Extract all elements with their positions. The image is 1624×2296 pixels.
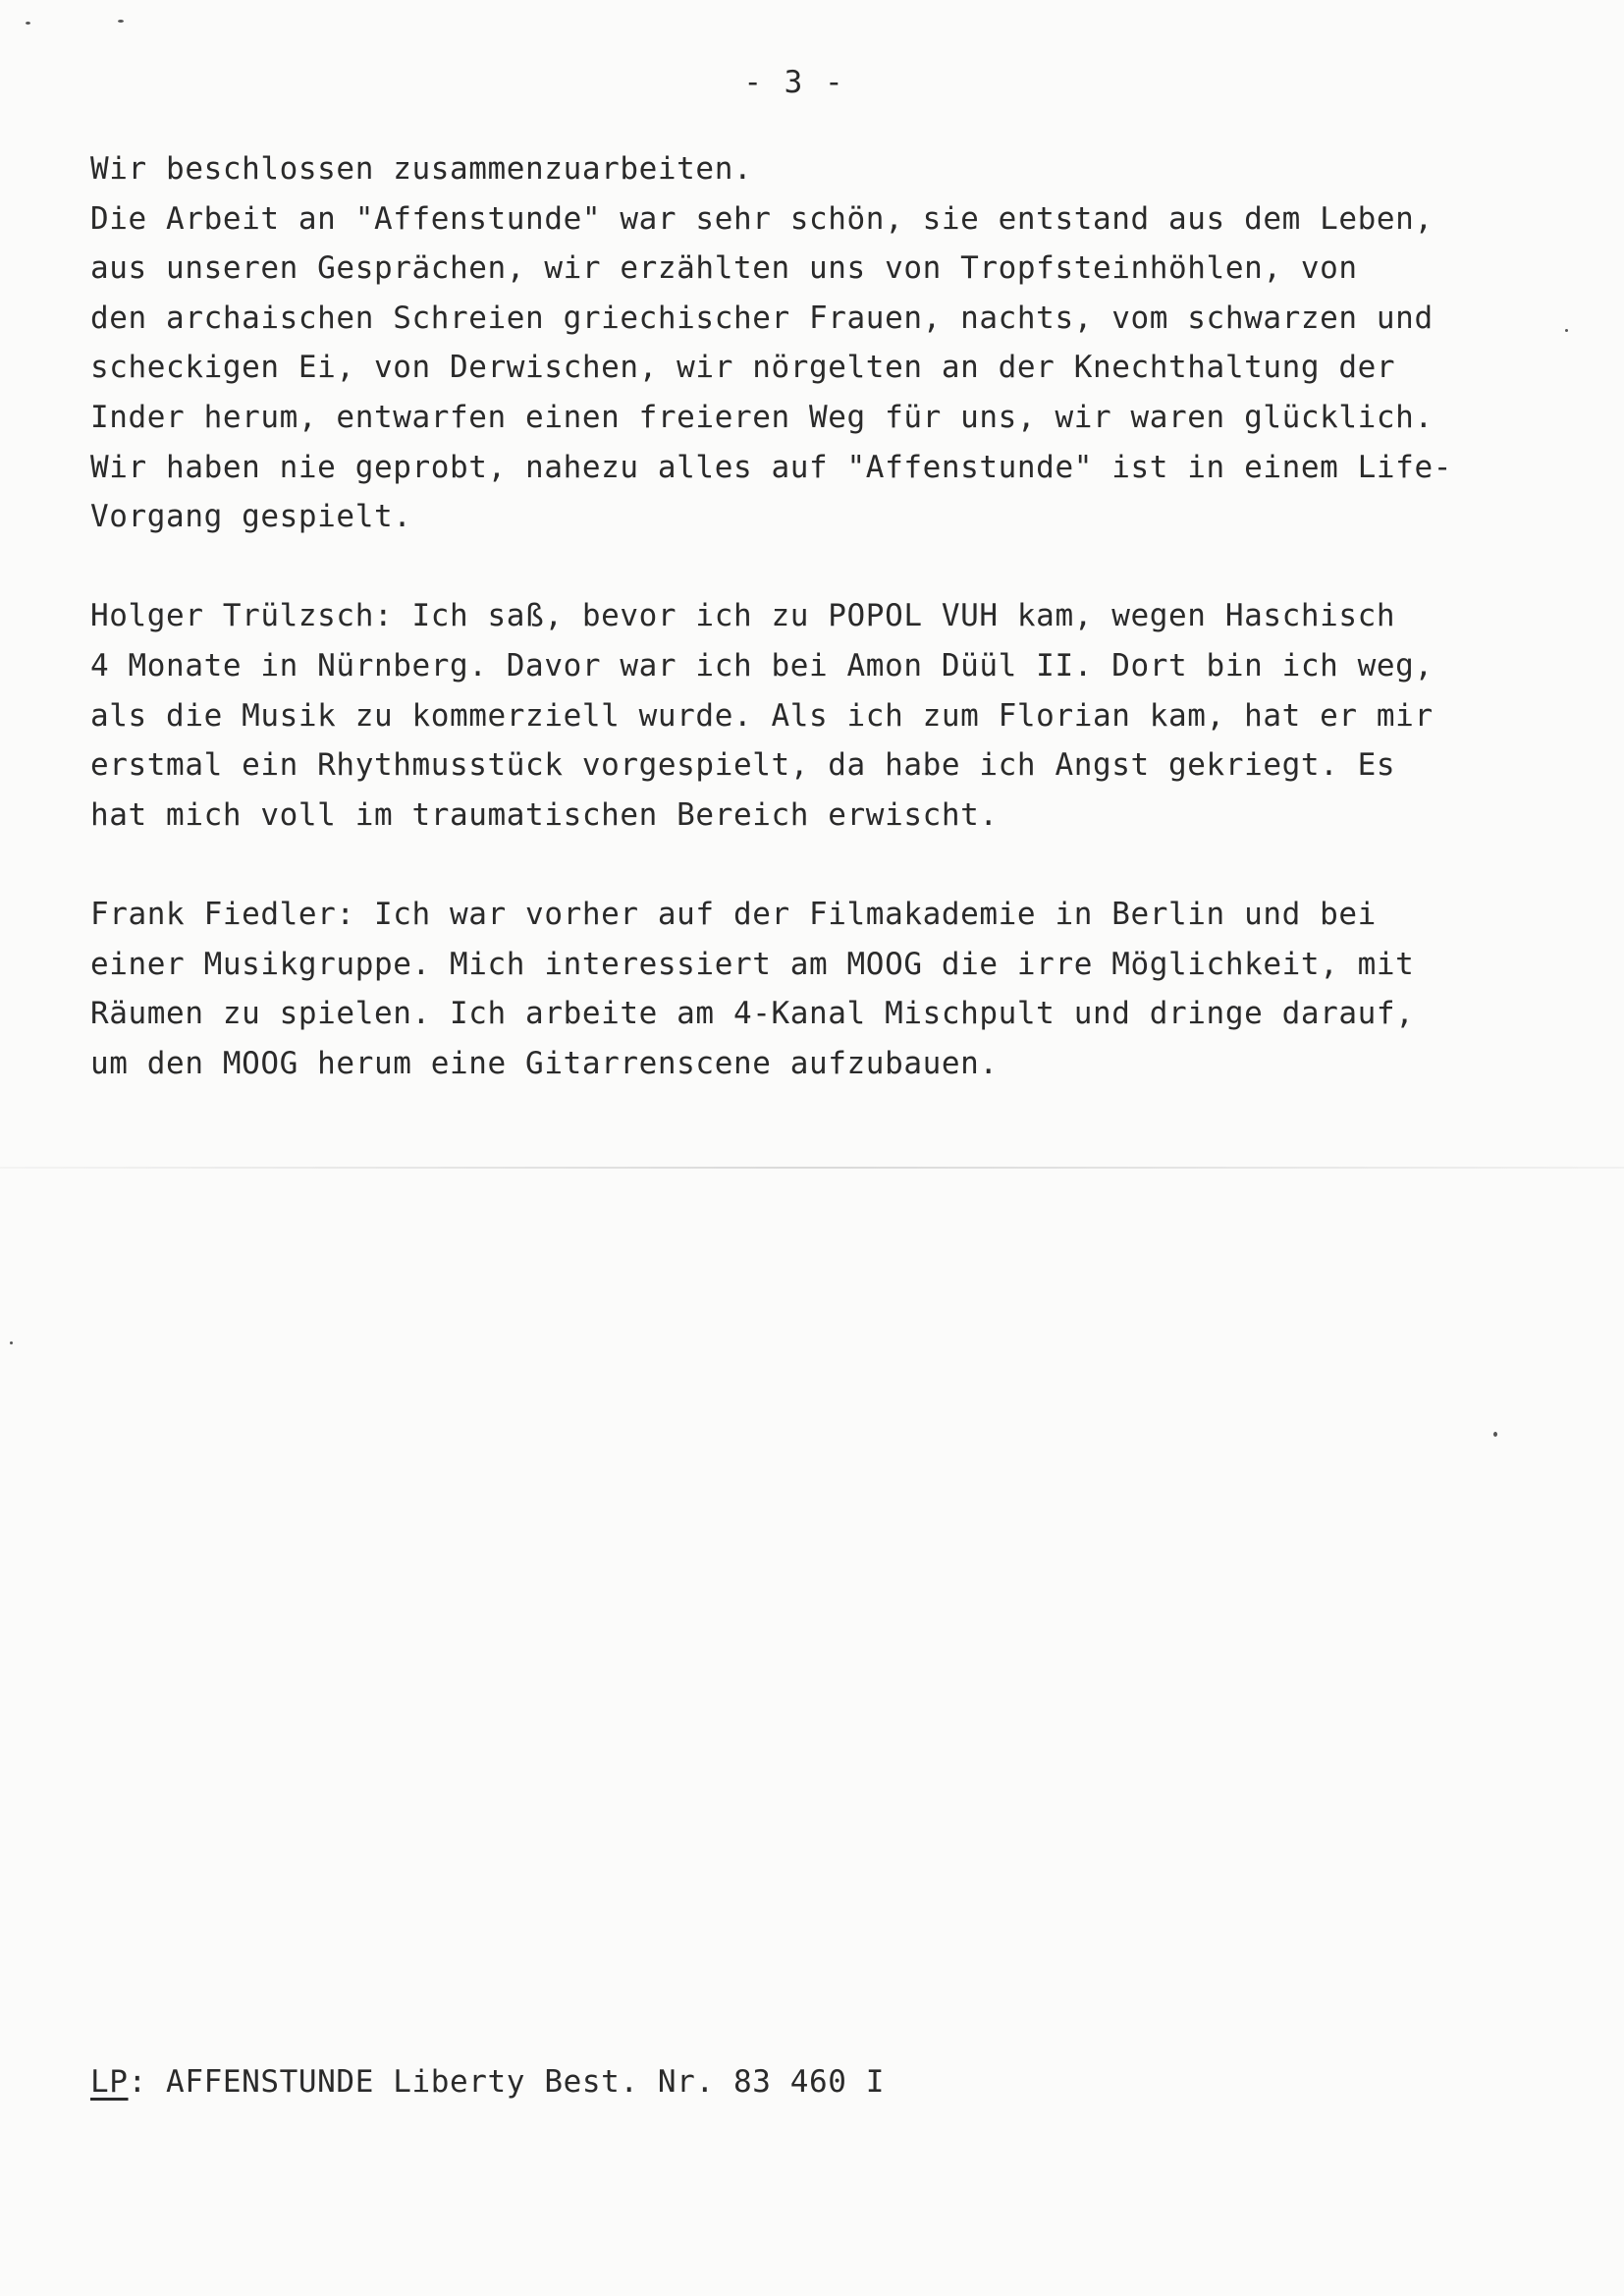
- page-number: - 3 -: [743, 65, 845, 100]
- paper-speck: [118, 20, 124, 23]
- paragraph-holger-truelzsch: [90, 591, 1573, 840]
- paragraph-spacer: [90, 542, 1573, 592]
- text-line: aus unseren Gesprächen, wir erzählten uns von Tropfsteinhöhlen, von: [90, 250, 1358, 287]
- body-text: [90, 144, 1573, 1088]
- text-line: 4 Monate in Nürnberg. Davor war ich bei Amon Düül II. Dort bin ich weg,: [90, 647, 1434, 683]
- text-line: einer Musikgruppe. Mich interessiert am MOOG die irre Möglichkeit, mit: [90, 946, 1415, 982]
- footer-lp-label: LP: [90, 2064, 129, 2100]
- paragraph-frank-fiedler: [90, 890, 1573, 1088]
- paragraph-spacer: [90, 840, 1573, 890]
- paper-speck: [1565, 329, 1568, 332]
- text-line: hat mich voll im traumatischen Bereich erwischt.: [90, 796, 999, 833]
- text-line: Die Arbeit an "Affenstunde" war sehr schön, sie entstand aus dem Leben,: [90, 200, 1434, 237]
- text-line: Wir haben nie geprobt, nahezu alles auf "Affenstunde" ist in einem Life-: [90, 449, 1452, 485]
- text-line: um den MOOG herum eine Gitarrenscene aufzubauen.: [90, 1045, 999, 1081]
- footer-record-reference: [90, 2057, 885, 2106]
- text-line: Wir beschlossen zusammenzuarbeiten.: [90, 151, 753, 187]
- paragraph-intro: [90, 144, 1573, 542]
- text-line: Holger Trülzsch: Ich saß, bevor ich zu POPOL VUH kam, wegen Haschisch: [90, 598, 1396, 634]
- paper-speck: [26, 22, 30, 25]
- text-line: Inder herum, entwarfen einen freieren Weg für uns, wir waren glücklich.: [90, 399, 1434, 435]
- paper-speck: [1493, 1432, 1497, 1437]
- text-line: den archaischen Schreien griechischer Frauen, nachts, vom schwarzen und: [90, 300, 1434, 336]
- text-line: scheckigen Ei, von Derwischen, wir nörgelten an der Knechthaltung der: [90, 350, 1396, 386]
- text-line: Frank Fiedler: Ich war vorher auf der Filmakademie in Berlin und bei: [90, 896, 1377, 932]
- text-line: als die Musik zu kommerziell wurde. Als ich zum Florian kam, hat er mir: [90, 697, 1434, 734]
- footer-record-text: : AFFENSTUNDE Liberty Best. Nr. 83 460 I: [128, 2064, 886, 2100]
- paper-fold-line: [0, 1167, 1624, 1169]
- text-line: erstmal ein Rhythmusstück vorgespielt, da habe ich Angst gekriegt. Es: [90, 747, 1396, 784]
- text-line: Vorgang gespielt.: [90, 499, 412, 535]
- text-line: Räumen zu spielen. Ich arbeite am 4-Kanal Mischpult und dringe darauf,: [90, 996, 1415, 1032]
- paper-speck: [10, 1341, 13, 1344]
